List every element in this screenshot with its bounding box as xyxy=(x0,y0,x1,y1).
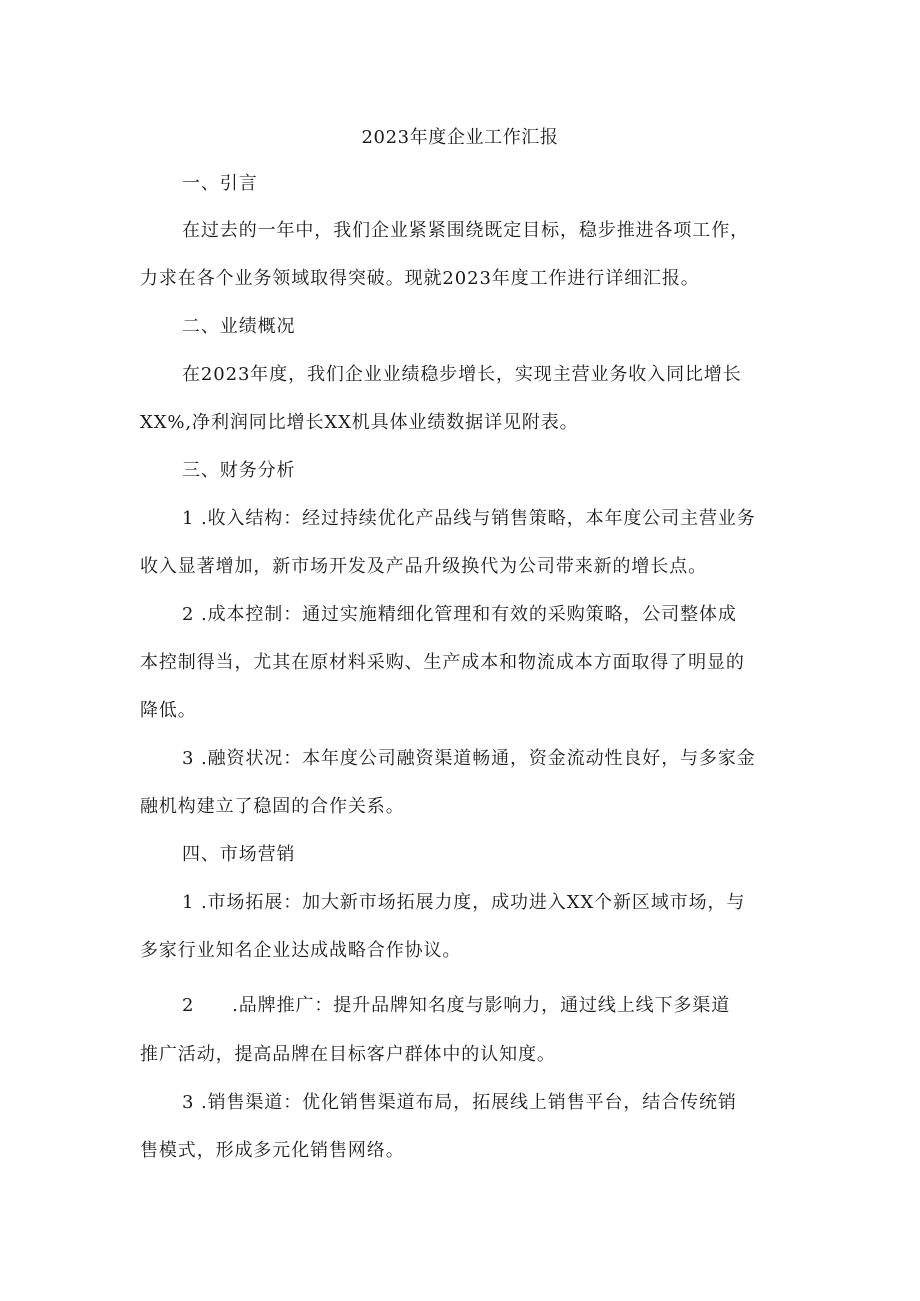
section-heading-marketing: 四、市场营销 xyxy=(182,844,296,865)
section-heading-performance: 二、业绩概况 xyxy=(182,316,296,337)
paragraph-line: 2 .品牌推广：提升品牌知名度与影响力，通过线上线下多渠道 xyxy=(182,995,731,1016)
section-heading-financial-analysis: 三、财务分析 xyxy=(182,460,296,481)
paragraph-line: 多家行业知名企业达成战略合作协议。 xyxy=(140,940,462,961)
paragraph-line: XX%,净利润同比增长XX机具体业绩数据详见附表。 xyxy=(140,412,579,433)
paragraph-line: 力求在各个业务领域取得突破。现就2023年度工作进行详细汇报。 xyxy=(140,268,700,289)
paragraph-line: 融机构建立了稳固的合作关系。 xyxy=(140,796,405,817)
paragraph-line: 本控制得当，尤其在原材料采购、生产成本和物流成本方面取得了明显的 xyxy=(140,652,745,673)
section-heading-introduction: 一、引言 xyxy=(182,173,258,194)
paragraph-line: 售模式，形成多元化销售网络。 xyxy=(140,1140,405,1161)
document-title: 2023年度企业工作汇报 xyxy=(361,127,559,148)
paragraph-line: 3 .销售渠道：优化销售渠道布局，拓展线上销售平台，结合传统销 xyxy=(182,1092,737,1113)
paragraph-line: 收入显著增加，新市场开发及产品升级换代为公司带来新的增长点。 xyxy=(140,556,707,577)
paragraph-line: 1 .收入结构：经过持续优化产品线与销售策略，本年度公司主营业务 xyxy=(182,508,756,529)
paragraph-line: 1 .市场拓展：加大新市场拓展力度，成功进入XX个新区域市场，与 xyxy=(182,892,746,913)
paragraph-line: 降低。 xyxy=(140,700,197,721)
paragraph-line: 3 .融资状况：本年度公司融资渠道畅通，资金流动性良好，与多家金 xyxy=(182,748,756,769)
paragraph-line: 2 .成本控制：通过实施精细化管理和有效的采购策略，公司整体成 xyxy=(182,604,737,625)
paragraph-line: 在过去的一年中，我们企业紧紧围绕既定目标，稳步推进各项工作， xyxy=(182,220,749,241)
paragraph-line: 在2023年度，我们企业业绩稳步增长，实现主营业务收入同比增长 xyxy=(182,364,742,385)
paragraph-line: 推广活动，提高品牌在目标客户群体中的认知度。 xyxy=(140,1044,556,1065)
